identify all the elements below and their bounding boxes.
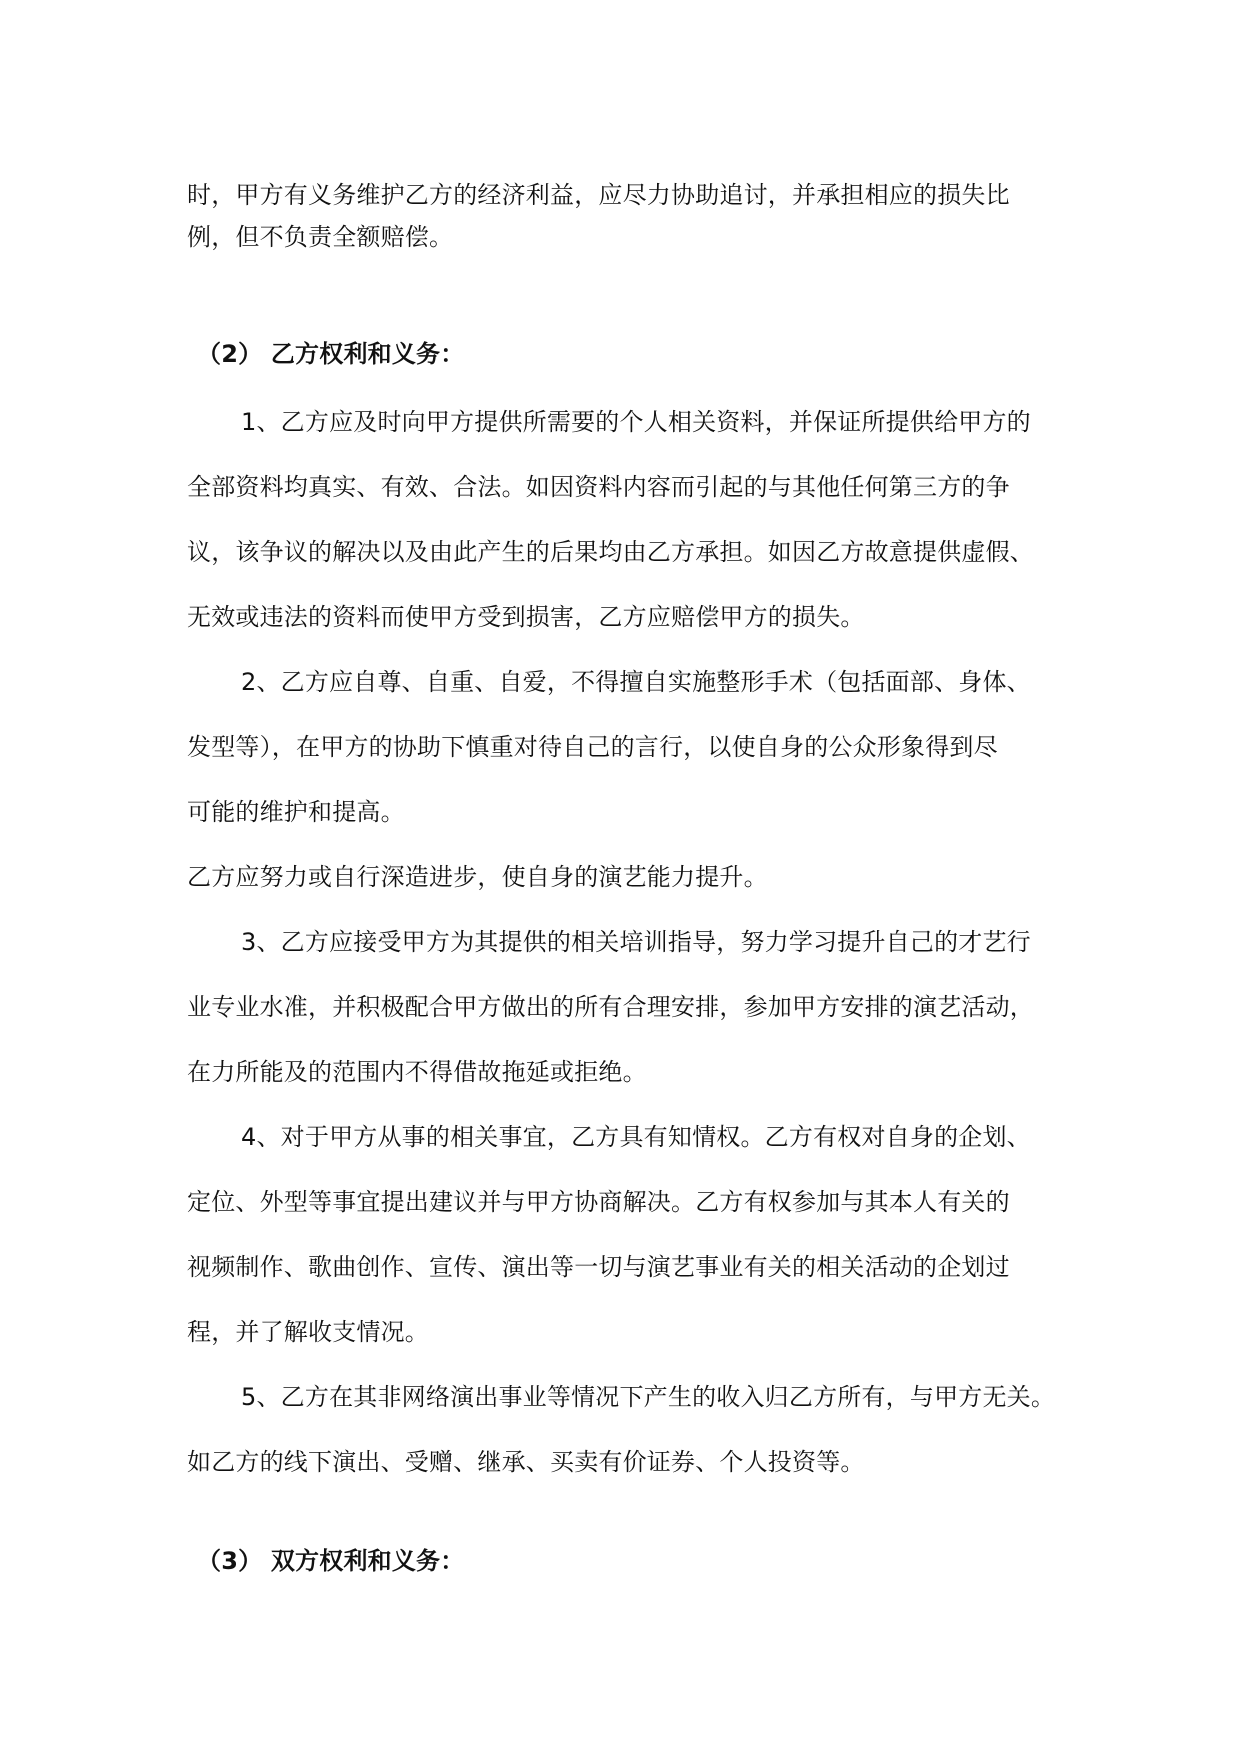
paragraph-line: 议，该争议的解决以及由此产生的后果均由乙方承担。如因乙方故意提供虚假、: [187, 538, 1034, 566]
paragraph-line: 4、对于甲方从事的相关事宜，乙方具有知情权。乙方有权对自身的企划、: [241, 1123, 1031, 1151]
paragraph-line: 发型等），在甲方的协助下慎重对待自己的言行，以使自身的公众形象得到尽: [187, 733, 998, 761]
section-heading: （3） 双方权利和义务：: [197, 1547, 465, 1575]
paragraph-line: 时，甲方有义务维护乙方的经济利益，应尽力协助追讨，并承担相应的损失比: [187, 181, 1010, 209]
paragraph-line: 业专业水准，并积极配合甲方做出的所有合理安排，参加甲方安排的演艺活动，: [187, 993, 1034, 1021]
paragraph-line: 如乙方的线下演出、受赠、继承、买卖有价证券、个人投资等。: [187, 1448, 865, 1476]
paragraph-line: 乙方应努力或自行深造进步，使自身的演艺能力提升。: [187, 863, 768, 891]
paragraph-line: 无效或违法的资料而使甲方受到损害，乙方应赔偿甲方的损失。: [187, 603, 865, 631]
paragraph-line: 程，并了解收支情况。: [187, 1318, 429, 1346]
paragraph-line: 2、乙方应自尊、自重、自爱，不得擅自实施整形手术（包括面部、身体、: [241, 668, 1031, 696]
paragraph-line: 1、乙方应及时向甲方提供所需要的个人相关资料，并保证所提供给甲方的: [241, 408, 1031, 436]
paragraph-line: 5、乙方在其非网络演出事业等情况下产生的收入归乙方所有，与甲方无关。: [241, 1383, 1056, 1411]
paragraph-line: 视频制作、歌曲创作、宣传、演出等一切与演艺事业有关的相关活动的企划过: [187, 1253, 1010, 1281]
paragraph-line: 例，但不负责全额赔偿。: [187, 223, 454, 251]
paragraph-line: 全部资料均真实、有效、合法。如因资料内容而引起的与其他任何第三方的争: [187, 473, 1010, 501]
paragraph-line: 定位、外型等事宜提出建议并与甲方协商解决。乙方有权参加与其本人有关的: [187, 1188, 1010, 1216]
paragraph-line: 在力所能及的范围内不得借故拖延或拒绝。: [187, 1058, 647, 1086]
paragraph-line: 可能的维护和提高。: [187, 798, 405, 826]
paragraph-line: 3、乙方应接受甲方为其提供的相关培训指导，努力学习提升自己的才艺行: [241, 928, 1031, 956]
section-heading: （2） 乙方权利和义务：: [197, 340, 465, 368]
